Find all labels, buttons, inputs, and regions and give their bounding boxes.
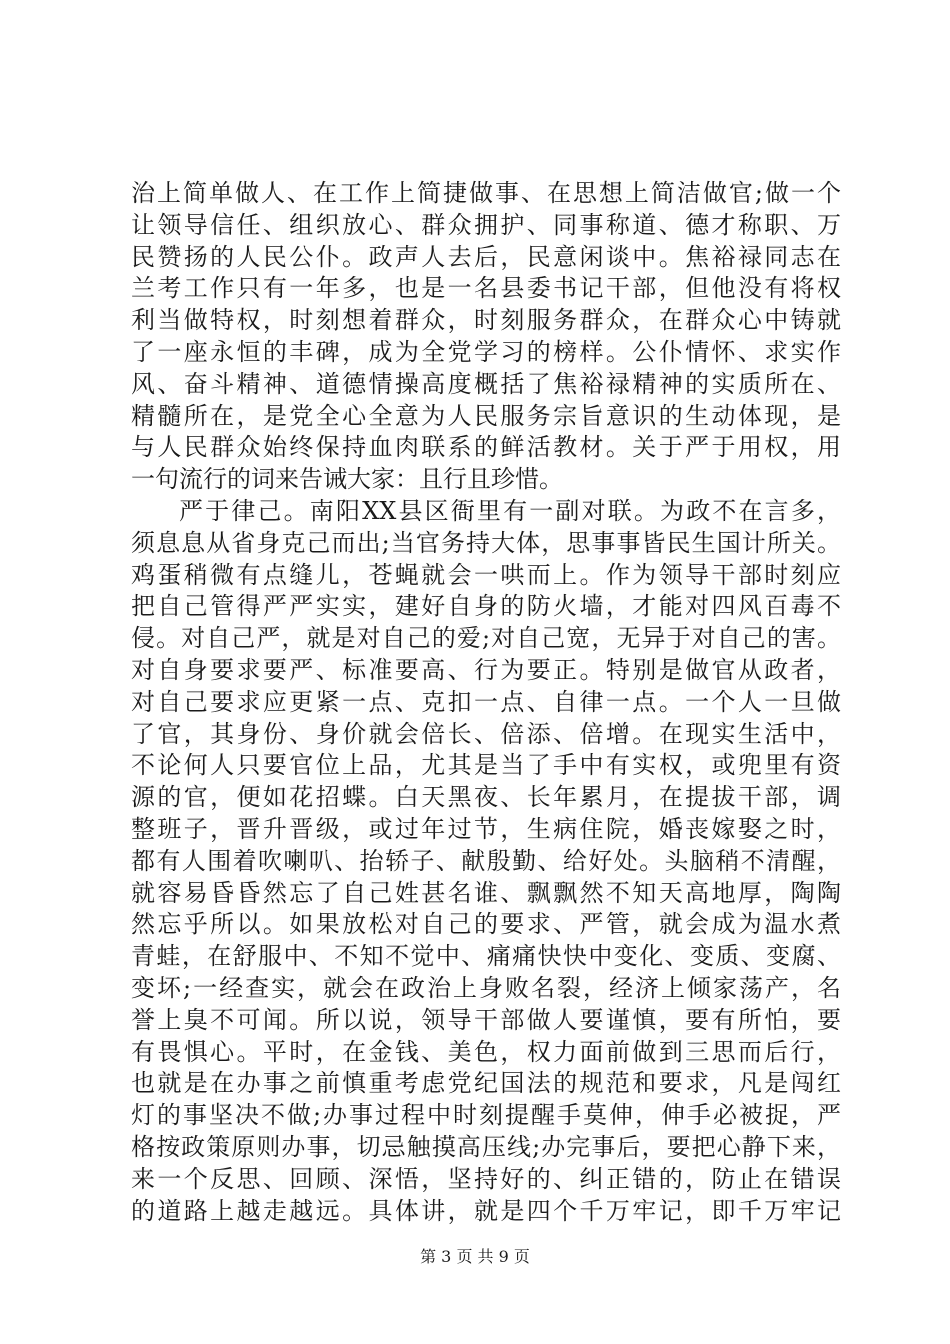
text-line: 都有人围着吹喇叭、抬轿子、献殷勤、给好处。头脑稍不清醒， (131, 846, 841, 875)
text-line: 就容易昏昏然忘了自己姓甚名谁、飘飘然不知天高地厚，陶陶 (131, 878, 841, 907)
text-line: 精髓所在，是党全心全意为人民服务宗旨意识的生动体现，是 (131, 401, 841, 430)
text-line: 了官，其身份、身价就会倍长、倍添、倍增。在现实生活中， (131, 719, 841, 748)
text-line: 对自身要求要严、标准要高、行为要正。特别是做官从政者， (131, 655, 841, 684)
text-line: 不论何人只要官位上品，尤其是当了手中有实权，或兜里有资 (131, 751, 841, 780)
text-line: 也就是在办事之前慎重考虑党纪国法的规范和要求，凡是闯红 (131, 1069, 841, 1098)
text-line: 鸡蛋稍微有点缝儿，苍蝇就会一哄而上。作为领导干部时刻应 (131, 560, 841, 589)
text-line: 把自己管得严严实实，建好自身的防火墙，才能对四风百毒不 (131, 592, 841, 621)
text-line: 格按政策原则办事，切忌触摸高压线;办完事后，要把心静下来， (131, 1132, 841, 1161)
text-line: 誉上臭不可闻。所以说，领导干部做人要谨慎，要有所怕，要 (131, 1005, 841, 1034)
text-line: 让领导信任、组织放心、群众拥护、同事称道、德才称职、万 (131, 210, 841, 239)
text-line: 治上简单做人、在工作上简捷做事、在思想上简洁做官;做一个 (131, 179, 841, 207)
text-line: 了一座永恒的丰碑，成为全党学习的榜样。公仆情怀、求实作 (131, 337, 841, 366)
document-body (131, 178, 841, 1227)
text-line: 一句流行的词来告诫大家：且行且珍惜。 (131, 465, 563, 494)
text-line: 兰考工作只有一年多，也是一名县委书记干部，但他没有将权 (131, 274, 841, 303)
text-line: 青蛙，在舒服中、不知不觉中、痛痛快快中变化、变质、变腐、 (131, 942, 841, 971)
text-line: 整班子，晋升晋级，或过年过节，生病住院，婚丧嫁娶之时， (131, 814, 841, 843)
text-line: 然忘乎所以。如果放松对自己的要求、严管，就会成为温水煮 (131, 910, 841, 939)
text-line: 对自己要求应更紧一点、克扣一点、自律一点。一个人一旦做 (131, 687, 841, 716)
page-footer: 第 3 页 共 9 页 (420, 1247, 530, 1266)
text-line: 源的官，便如花招蝶。白天黑夜、长年累月，在提拔干部，调 (131, 783, 841, 812)
text-line: 利当做特权，时刻想着群众，时刻服务群众，在群众心中铸就 (131, 306, 841, 335)
text-line: 与人民群众始终保持血肉联系的鲜活教材。关于严于用权，用 (131, 433, 841, 462)
text-line: 严于律己。南阳XX县区衙里有一副对联。为政不在言多， (179, 496, 841, 525)
text-line: 变坏;一经查实，就会在政治上身败名裂，经济上倾家荡产，名 (131, 973, 841, 1002)
text-line: 侵。对自己严，就是对自己的爱;对自己宽，无异于对自己的害。 (131, 624, 841, 653)
text-line: 来一个反思、回顾、深悟，坚持好的、纠正错的，防止在错误 (131, 1164, 841, 1193)
paragraph (131, 496, 841, 1227)
text-line: 风、奋斗精神、道德情操高度概括了焦裕禄精神的实质所在、 (131, 369, 841, 398)
text-line: 的道路上越走越远。具体讲，就是四个千万牢记，即千万牢记 (131, 1196, 841, 1225)
text-line: 须息息从省身克己而出;当官务持大体，思事事皆民生国计所关。 (131, 528, 841, 557)
text-line: 民赞扬的人民公仆。政声人去后，民意闲谈中。焦裕禄同志在 (131, 242, 841, 271)
text-line: 有畏惧心。平时，在金钱、美色，权力面前做到三思而后行， (131, 1037, 841, 1066)
paragraph (131, 178, 841, 496)
text-line: 灯的事坚决不做;办事过程中时刻提醒手莫伸，伸手必被捉，严 (131, 1101, 841, 1130)
